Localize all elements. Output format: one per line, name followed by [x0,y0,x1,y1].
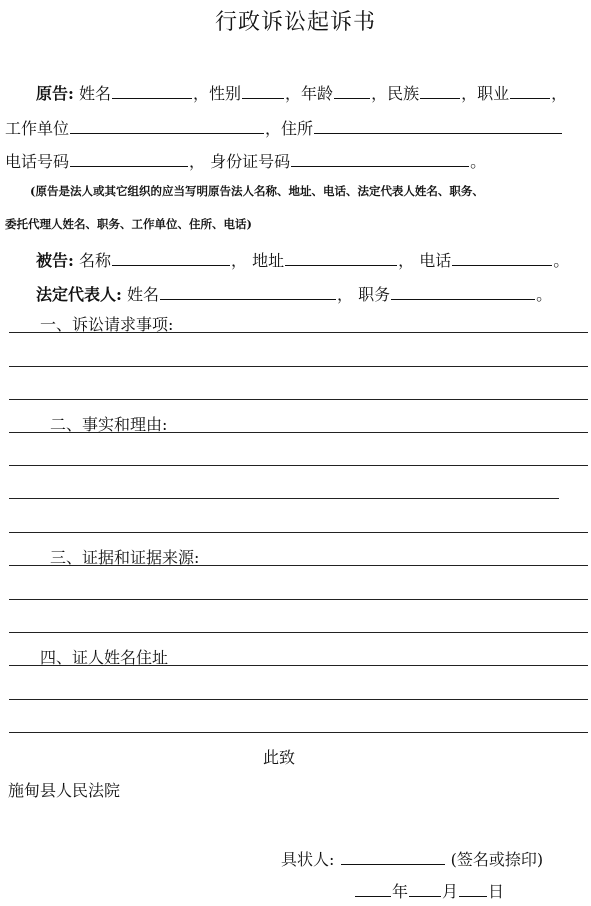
section-heading-evidence: 三、证据和证据来源: [50,548,200,567]
plaintiff-name-label: 姓名 [79,84,112,103]
claims-line-2[interactable] [9,366,588,367]
month-label: 月 [442,882,459,901]
plaintiff-line-2 [5,118,563,137]
year-label: 年 [392,882,409,901]
plaintiff-occupation-label: ，职业 [461,84,510,103]
plaintiff-gender-label: ，性别 [193,84,242,103]
signer-label: 具状人: [281,850,335,869]
plaintiff-age-field[interactable] [334,83,370,99]
section-heading-claims: 一、诉讼请求事项: [40,315,174,334]
signer-line [281,849,543,868]
legal-rep-end: 。 [536,285,553,304]
section-heading-witnesses: 四、证人姓名住址 [40,648,169,667]
plaintiff-ethnicity-field[interactable] [420,83,460,99]
evidence-line-3[interactable] [9,632,588,633]
defendant-address-field[interactable] [285,250,397,266]
signer-field[interactable] [341,849,445,865]
witnesses-line-2[interactable] [9,699,588,700]
defendant-name-label: 名称 [79,251,112,270]
claims-line-1[interactable] [9,332,588,333]
note-line-2: 委托代理人姓名、职务、工作单位、住所、电话) [5,217,252,231]
note-line-1: (原告是法人或其它组织的应当写明原告法人名称、地址、电话、法定代表人姓名、职务、 [30,184,484,198]
plaintiff-label: 原告: [36,84,74,103]
month-field[interactable] [409,881,441,897]
legal-rep-position-label: ， 职务 [337,285,391,304]
plaintiff-address-label: ，住所 [265,119,314,138]
facts-line-1[interactable] [9,432,588,433]
claims-line-3[interactable] [9,399,588,400]
plaintiff-workplace-label: 工作单位 [5,119,70,138]
legal-rep-label: 法定代表人: [36,285,122,304]
plaintiff-workplace-field[interactable] [70,118,264,134]
evidence-line-2[interactable] [9,599,588,600]
facts-line-2[interactable] [9,465,588,466]
section-heading-facts: 二、事实和理由: [50,415,168,434]
closing-regards: 此致 [263,748,296,767]
plaintiff-ethnicity-label: ，民族 [371,84,420,103]
plaintiff-line-1: 原告: 姓名 ，性别 ，年龄 ，民族 ，职业 ， [36,84,568,103]
plaintiff-phone-label: 电话号码 [5,152,70,171]
plaintiff-phone-field[interactable] [70,151,188,167]
facts-line-4[interactable] [9,532,588,533]
plaintiff-age-label: ，年龄 [285,84,334,103]
evidence-line-1[interactable] [9,565,588,566]
day-label: 日 [488,882,505,901]
plaintiff-name-field[interactable] [112,83,192,99]
plaintiff-line-3 [5,151,486,170]
document-title: 行政诉讼起诉书 [214,10,376,35]
plaintiff-id-end: 。 [470,152,487,171]
plaintiff-id-label: ， 身份证号码 [189,152,291,171]
signer-hint: (签名或捺印) [450,850,544,869]
witnesses-line-3[interactable] [9,732,588,733]
year-field[interactable] [355,881,391,897]
defendant-address-label: ， 地址 [231,251,285,270]
facts-line-3[interactable] [9,498,559,499]
plaintiff-id-field[interactable] [291,151,469,167]
legal-rep-position-field[interactable] [391,284,535,300]
witnesses-line-1[interactable] [9,665,588,666]
legal-rep-name-label: 姓名 [127,285,160,304]
defendant-phone-label: ， 电话 [398,251,452,270]
day-field[interactable] [459,881,487,897]
defendant-name-field[interactable] [112,250,230,266]
plaintiff-gender-field[interactable] [242,83,284,99]
legal-rep-line [36,284,552,303]
date-line [354,881,504,900]
defendant-label: 被告: [36,251,74,270]
defendant-end: 。 [553,251,570,270]
court-name: 施甸县人民法院 [8,781,121,800]
plaintiff-address-field[interactable] [314,118,562,134]
legal-rep-name-field[interactable] [160,284,336,300]
defendant-phone-field[interactable] [452,250,552,266]
defendant-line [36,250,569,269]
plaintiff-occupation-field[interactable] [510,83,550,99]
